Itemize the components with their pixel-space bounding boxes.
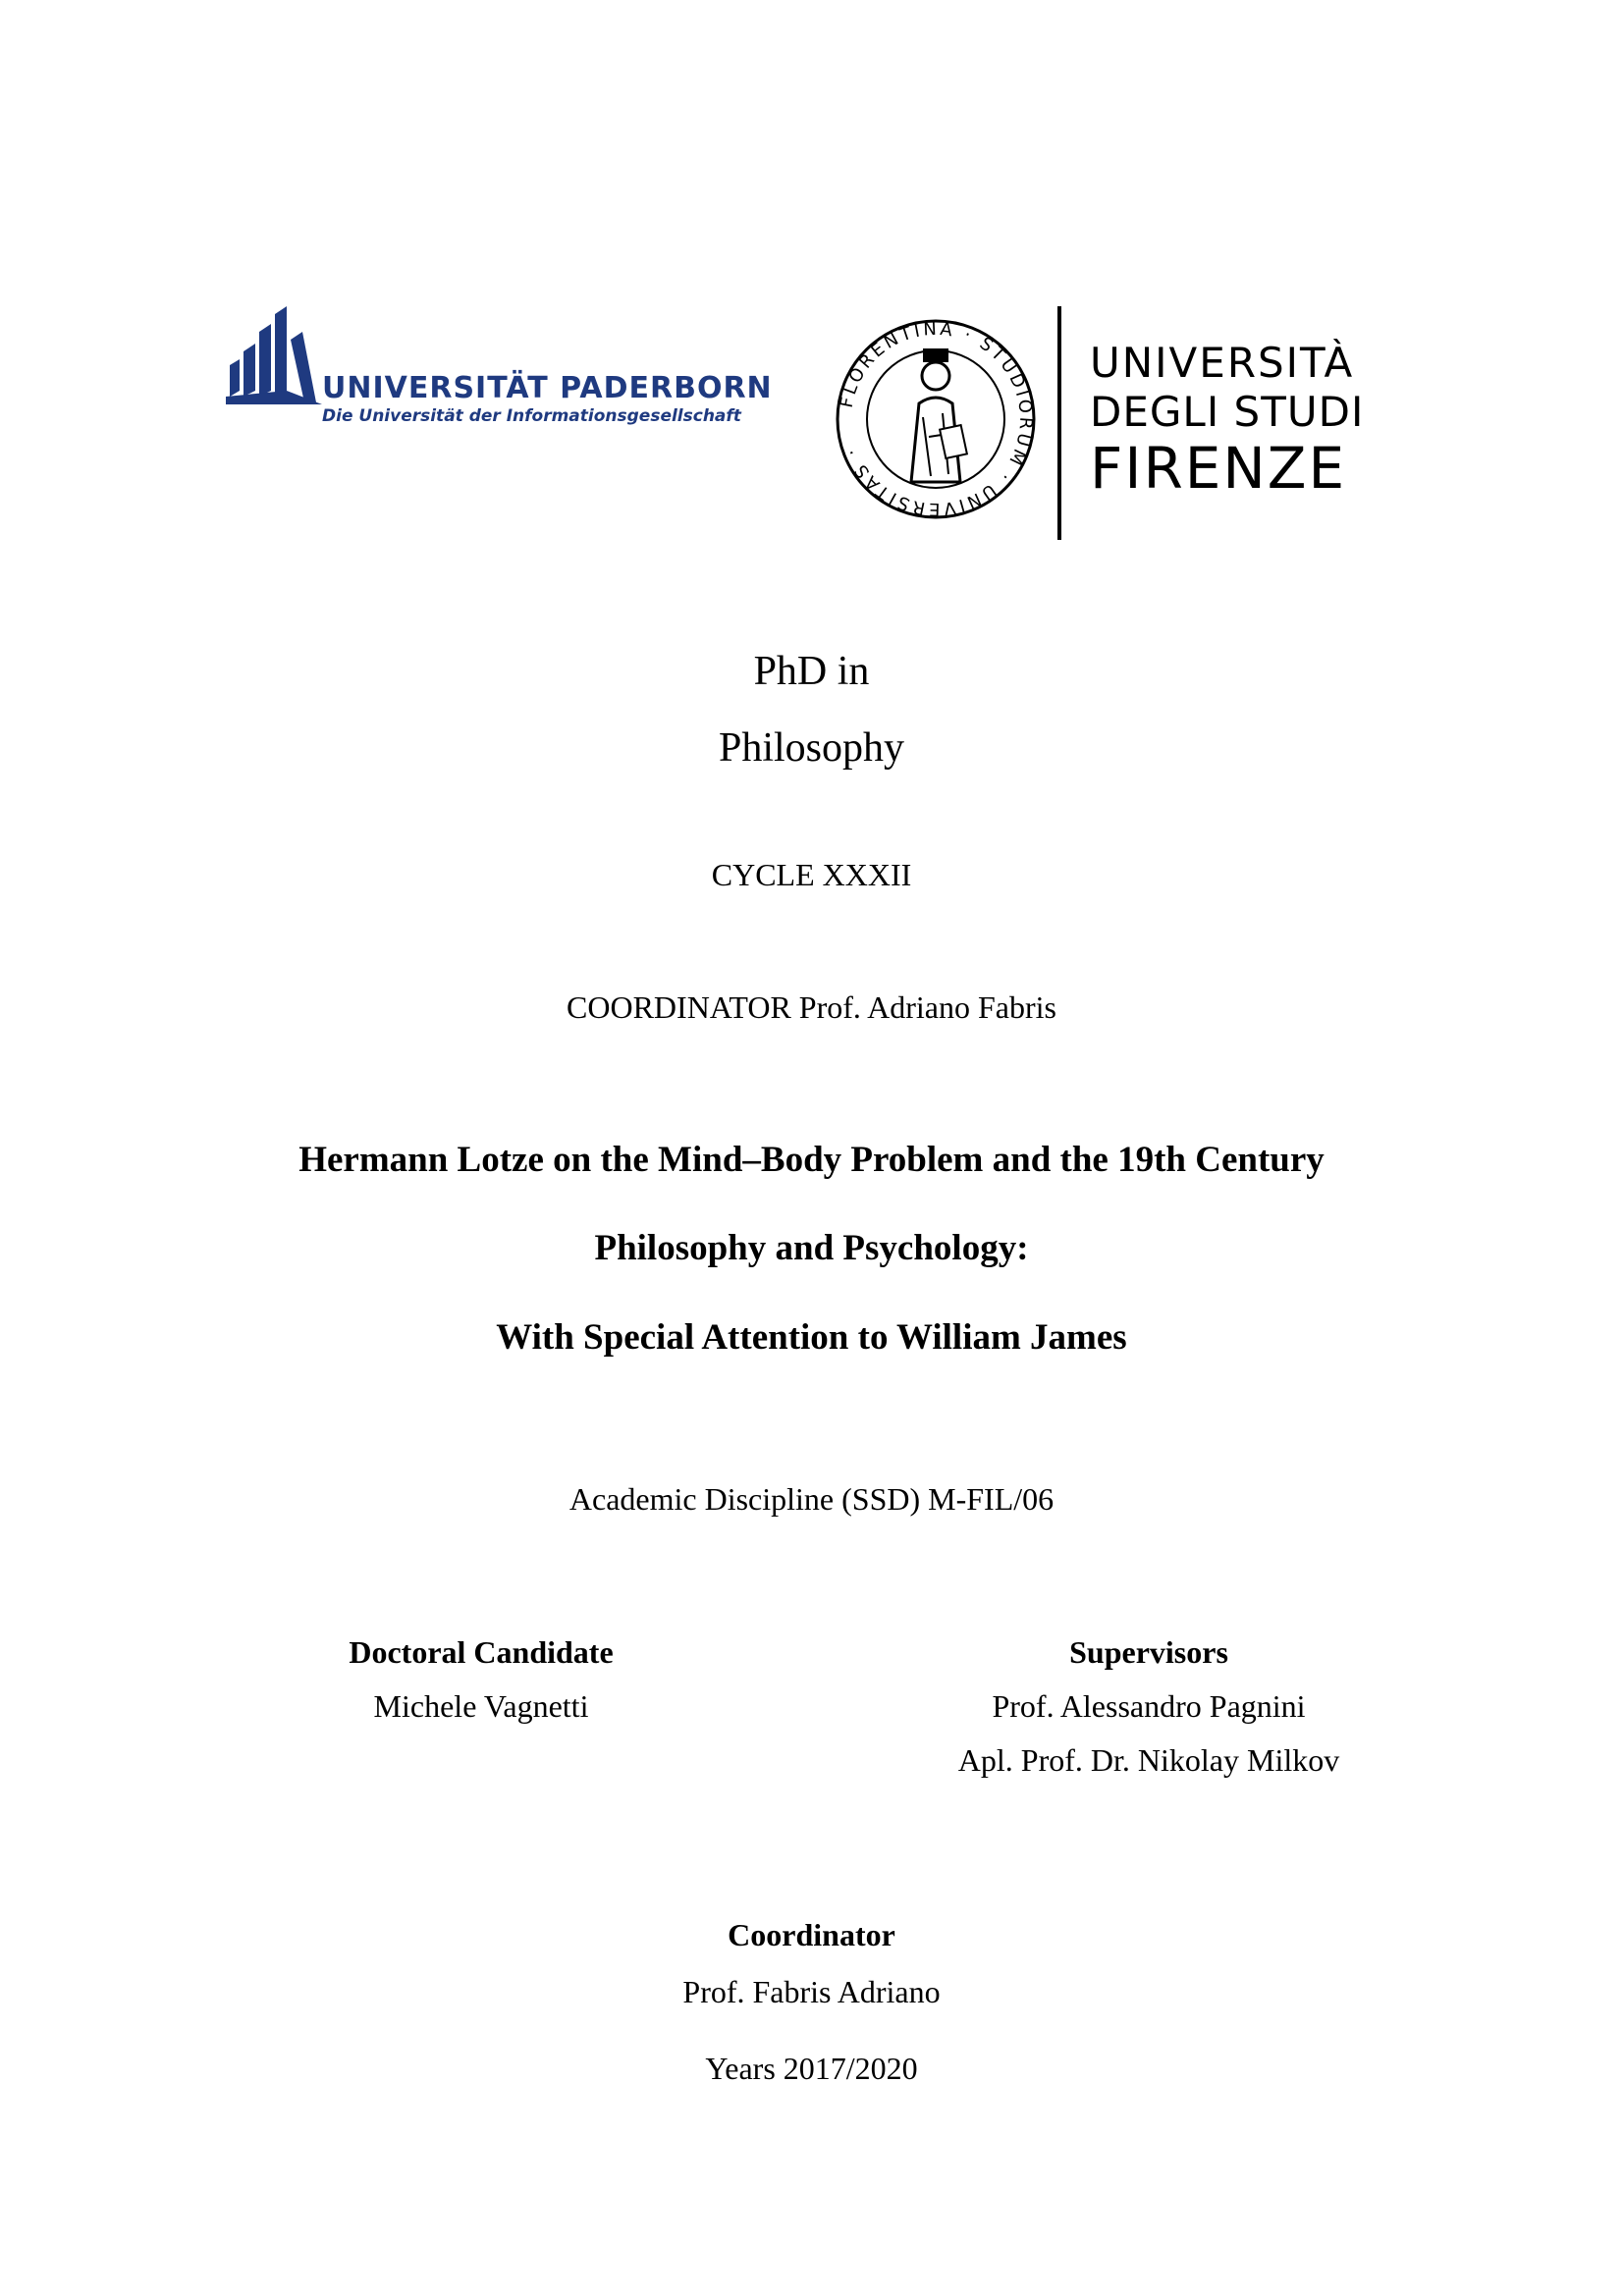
thesis-title-line3: With Special Attention to William James: [496, 1317, 1127, 1358]
cycle-label: CYCLE XXXII: [711, 857, 912, 892]
coordinator-heading: Coordinator: [728, 1917, 895, 1952]
candidate-block: [285, 1634, 677, 1725]
supervisors-heading: Supervisors: [1069, 1634, 1228, 1670]
paderborn-emblem-icon: [226, 306, 322, 404]
candidate-heading: Doctoral Candidate: [349, 1634, 614, 1670]
supervisor-name: Apl. Prof. Dr. Nikolay Milkov: [957, 1742, 1340, 1778]
firenze-divider: [1057, 306, 1061, 540]
svg-text:FLORENTINA · STUDIORUM · UNIVE: FLORENTINA · STUDIORUM · UNIVERSITAS ·: [836, 318, 1037, 520]
paderborn-name: UNIVERSITÄT PADERBORN: [322, 371, 773, 405]
supervisor-name: Prof. Alessandro Pagnini: [992, 1688, 1306, 1724]
paderborn-tagline: Die Universität der Informationsgesellschaft: [322, 406, 741, 426]
coordinator-name: Prof. Fabris Adriano: [682, 1974, 941, 2009]
program-line2: Philosophy: [718, 725, 905, 771]
candidate-name: Michele Vagnetti: [373, 1688, 589, 1724]
firenze-name-line1: UNIVERSITÀ: [1090, 339, 1355, 387]
paderborn-logo: [226, 306, 773, 434]
thesis-title-line1: Hermann Lotze on the Mind–Body Problem and the 19th Century: [298, 1140, 1325, 1180]
firenze-name-line3: FIRENZE: [1090, 435, 1347, 502]
program-line1: PhD in: [753, 649, 870, 694]
coordinator-line: COORDINATOR Prof. Adriano Fabris: [567, 989, 1056, 1025]
firenze-seal-icon: [833, 309, 1039, 525]
academic-discipline: Academic Discipline (SSD) M-FIL/06: [568, 1481, 1055, 1517]
thesis-title-line2: Philosophy and Psychology:: [594, 1228, 1029, 1268]
years-label: Years 2017/2020: [705, 2051, 918, 2086]
firenze-name-line2: DEGLI STUDI: [1090, 388, 1365, 436]
supervisors-block: [903, 1634, 1394, 1779]
